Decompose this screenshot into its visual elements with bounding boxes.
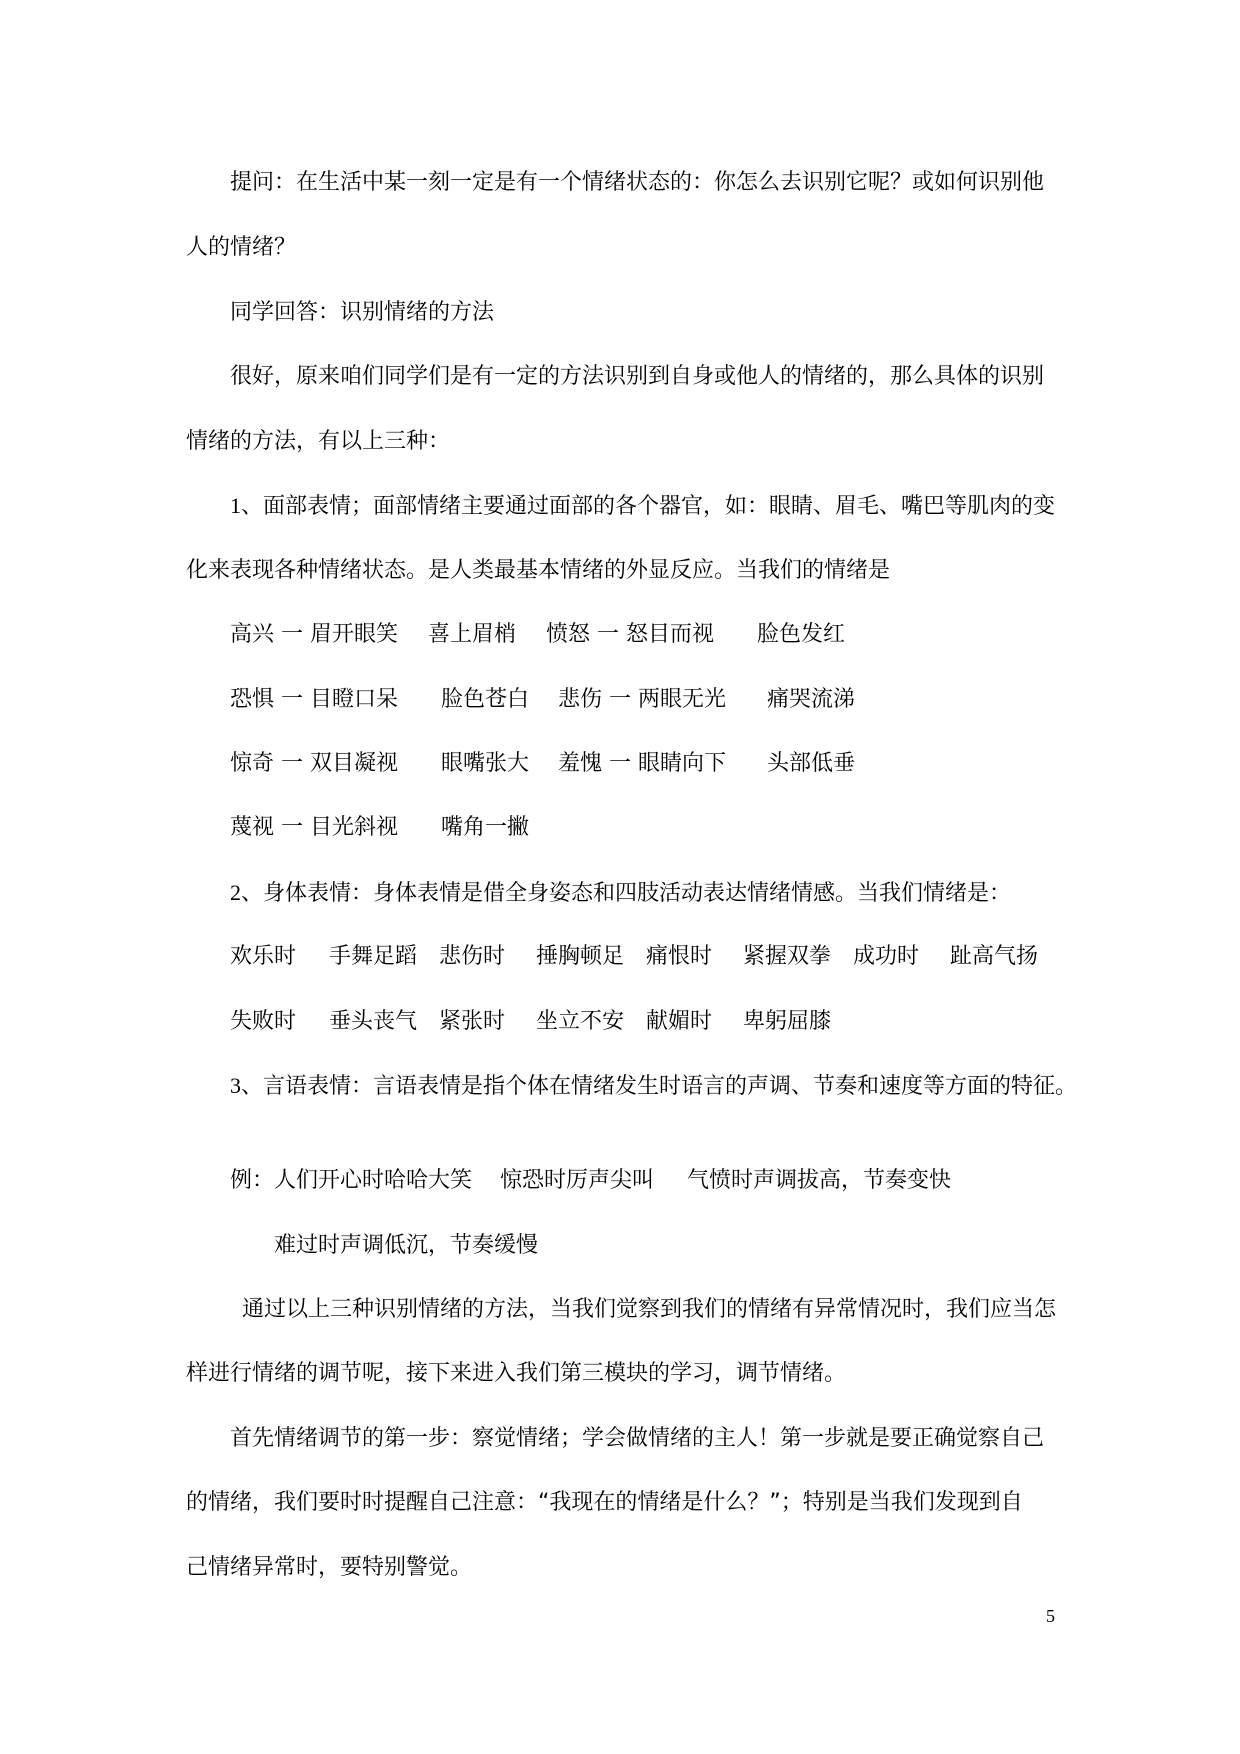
page-number: 5 [1046,1606,1055,1626]
section-facial-line-2: 化来表现各种情绪状态。是人类最基本情绪的外显反应。当我们的情绪是 [186,558,891,583]
list-item: 喜上眉梢 [428,622,517,647]
list-item: 脸色苍白 [441,687,530,712]
list-item: 高兴 一 眉开眼笑 [230,622,398,647]
paragraph-intro-line-2: 情绪的方法，有以上三种： [186,429,451,454]
list-item: 愤怒 一 怒目而视 [546,622,714,647]
list-item: 欢乐时 [230,944,297,969]
list-item: 手舞足蹈 [329,944,418,969]
list-item: 惊奇 一 双目凝视 [230,751,398,776]
list-item: 悲伤 一 两眼无光 [558,687,726,712]
list-item: 失败时 [230,1009,297,1034]
example-item: 气愤时声调拔高，节奏变快 [687,1168,952,1193]
example-item: 惊恐时厉声尖叫 [500,1168,655,1193]
list-item: 趾高气扬 [950,944,1039,969]
list-item: 献媚时 [646,1009,713,1034]
paragraph-question-line-2: 人的情绪？ [186,235,297,260]
paragraph-intro-line-1: 很好，原来咱们同学们是有一定的方法识别到自身或他人的情绪的，那么具体的识别 [230,364,1045,389]
section-number: 1、 [230,493,264,518]
section-text: 身体表情：身体表情是借全身姿态和四肢活动表达情绪情感。当我们情绪是： [263,881,1012,906]
list-item: 蔑视 一 目光斜视 [230,815,398,840]
list-item: 头部低垂 [767,751,856,776]
paragraph-answer: 同学回答：识别情绪的方法 [230,300,495,325]
list-item: 卑躬屈膝 [743,1009,832,1034]
section-speech-line-1 [230,1071,1077,1102]
section-text: 面部表情；面部情绪主要通过面部的各个器官，如：眼睛、眉毛、嘴巴等肌肉的变 [263,494,1056,519]
paragraph-question-line-1: 提问：在生活中某一刻一定是有一个情绪状态的：你怎么去识别它呢？或如何识别他 [230,170,1045,195]
list-item: 悲伤时 [439,944,506,969]
list-item: 脸色发红 [757,622,846,647]
section-body-line-1 [230,878,1011,909]
list-item: 眼嘴张大 [441,751,530,776]
list-item: 痛恨时 [646,944,713,969]
list-item: 紧张时 [439,1009,506,1034]
paragraph-transition-line-1: 通过以上三种识别情绪的方法，当我们觉察到我们的情绪有异常情况时，我们应当怎 [242,1297,1057,1322]
paragraph-step-one-line-2: 的情绪，我们要时时提醒自己注意：“我现在的情绪是什么？”；特别是当我们发现到自 [186,1490,1023,1515]
paragraph-transition-line-2: 样进行情绪的调节呢，接下来进入我们第三模块的学习，调节情绪。 [186,1361,847,1386]
example-item: 例：人们开心时哈哈大笑 [230,1168,473,1193]
section-facial-line-1 [230,491,1055,522]
list-item: 紧握双拳 [743,944,832,969]
list-item: 垂头丧气 [329,1009,418,1034]
list-item: 痛哭流涕 [767,687,856,712]
list-item: 坐立不安 [536,1009,625,1034]
list-item: 羞愧 一 眼睛向下 [558,751,726,776]
list-item: 成功时 [853,944,920,969]
paragraph-step-one-line-3: 己情绪异常时，要特别警觉。 [186,1555,473,1580]
list-item: 恐惧 一 目瞪口呆 [230,687,398,712]
paragraph-step-one-line-1: 首先情绪调节的第一步：察觉情绪；学会做情绪的主人！第一步就是要正确觉察自己 [230,1426,1045,1451]
section-number: 2、 [230,880,264,905]
list-item: 嘴角一撇 [441,815,530,840]
list-item: 捶胸顿足 [536,944,625,969]
section-text: 言语表情：言语表情是指个体在情绪发生时语言的声调、节奏和速度等方面的特征。 [263,1074,1078,1099]
section-number: 3、 [230,1073,264,1098]
example-item: 难过时声调低沉，节奏缓慢 [274,1233,539,1258]
